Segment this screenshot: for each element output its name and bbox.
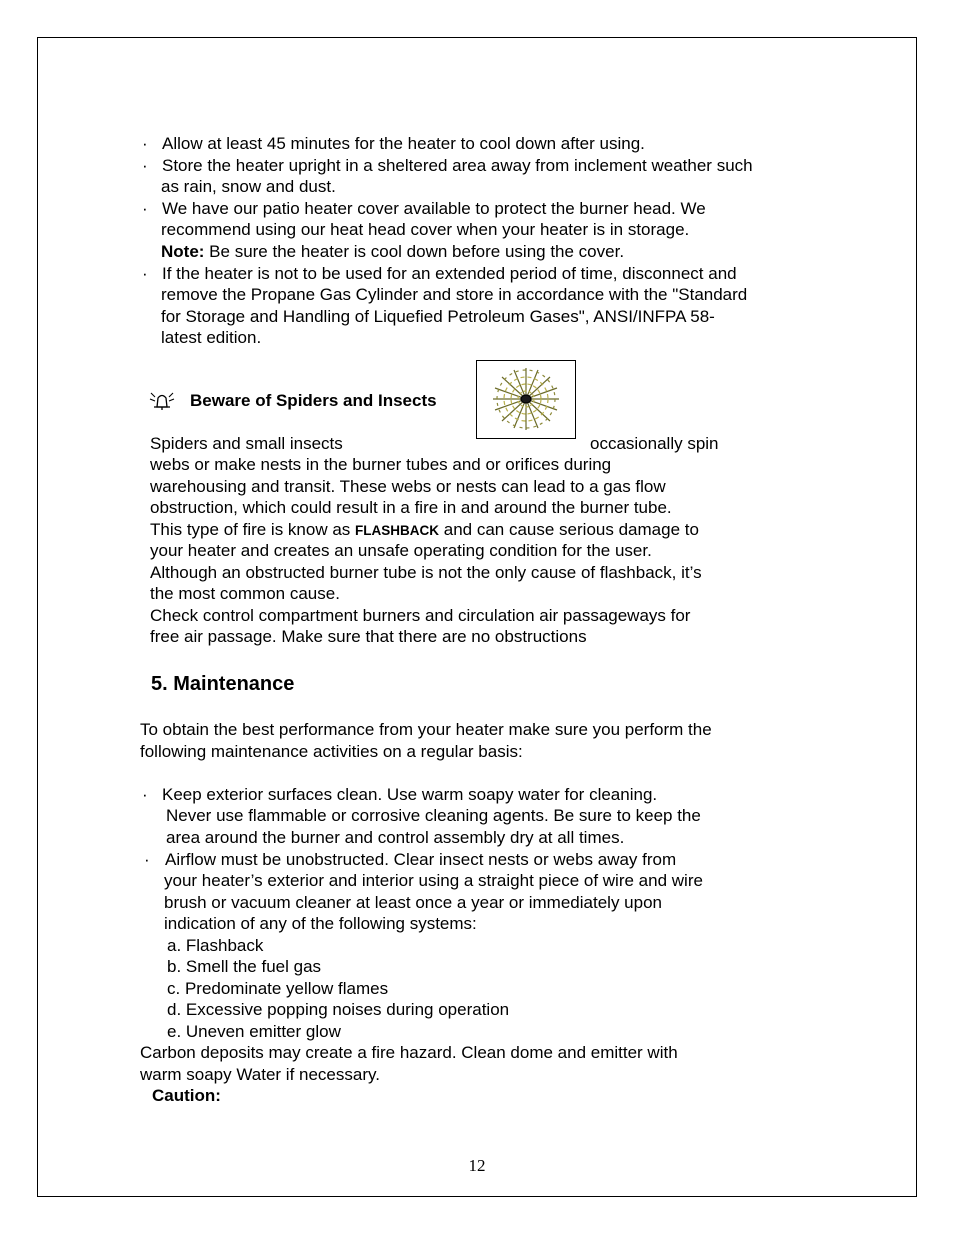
list-item: b. Smell the fuel gas (167, 957, 322, 976)
note-label: Note: (161, 242, 205, 261)
carbon-line-1: Carbon deposits may create a fire hazard. Clean dome and emitter with (140, 1043, 678, 1062)
spider-web-icon (477, 361, 575, 438)
spiders-line-5a: This type of fire is know as (150, 520, 356, 539)
bullet: · (142, 264, 148, 283)
storage-bullet-4-line-4: latest edition. (161, 328, 262, 347)
maintenance-bullet-1-line-1: Keep exterior surfaces clean. Use warm soapy water for cleaning. (162, 785, 658, 804)
spiders-line-7: Although an obstructed burner tube is not the only cause of flashback, it’s (150, 563, 702, 582)
spiders-line-8: the most common cause. (150, 584, 340, 603)
bullet: · (142, 199, 148, 218)
caution-label: Caution: (152, 1086, 221, 1105)
page-number: 12 (468, 1156, 486, 1175)
spiders-line-5 (150, 519, 699, 542)
flashback-term: FLASHBACK (355, 523, 440, 538)
storage-bullet-3-line-1: We have our patio heater cover available to protect the burner head. We (162, 199, 706, 218)
storage-bullet-2-line-2: as rain, snow and dust. (161, 177, 336, 196)
spiders-line-6: your heater and creates an unsafe operating condition for the user. (150, 541, 652, 560)
storage-note (161, 241, 624, 263)
maintenance-heading: 5. Maintenance (151, 673, 295, 695)
list-item: a. Flashback (167, 936, 264, 955)
spiders-line-9: Check control compartment burners and circulation air passageways for (150, 606, 691, 625)
list-item: e. Uneven emitter glow (167, 1022, 341, 1041)
bullet: · (142, 134, 148, 153)
carbon-line-2: warm soapy Water if necessary. (140, 1065, 380, 1084)
spiders-line-3: warehousing and transit. These webs or nests can lead to a gas flow (150, 477, 666, 496)
storage-bullet-1: Allow at least 45 minutes for the heater to cool down after using. (162, 134, 645, 153)
spiders-line-1b: occasionally spin (590, 434, 719, 453)
spider-web-image (476, 360, 576, 439)
list-item: d. Excessive popping noises during operation (167, 1000, 510, 1019)
maintenance-intro-line-2: following maintenance activities on a regular basis: (140, 742, 523, 761)
maintenance-bullet-2-line-1: Airflow must be unobstructed. Clear insect nests or webs away from (165, 850, 677, 869)
storage-bullet-4-line-2: remove the Propane Gas Cylinder and store in accordance with the "Standard (161, 285, 748, 304)
spiders-line-5c: and can cause serious damage to (439, 520, 699, 539)
storage-bullet-3-line-2: recommend using our heat head cover when your heater is in storage. (161, 220, 690, 239)
bullet: · (142, 156, 148, 175)
bullet: · (142, 785, 148, 804)
maintenance-bullet-2-line-3: brush or vacuum cleaner at least once a year or immediately upon (164, 893, 662, 912)
spiders-line-10: free air passage. Make sure that there are no obstructions (150, 627, 587, 646)
storage-bullet-4-line-1: If the heater is not to be used for an extended period of time, disconnect and (162, 264, 737, 283)
spiders-line-2: webs or make nests in the burner tubes and or orifices during (150, 455, 612, 474)
list-item: c. Predominate yellow flames (167, 979, 389, 998)
maintenance-bullet-2-line-4: indication of any of the following systems: (164, 914, 477, 933)
storage-bullet-2-line-1: Store the heater upright in a sheltered area away from inclement weather such (162, 156, 753, 175)
bullet: · (144, 850, 150, 869)
maintenance-bullet-1-line-3: area around the burner and control assembly dry at all times. (166, 828, 625, 847)
note-text: Be sure the heater is cool down before using the cover. (204, 242, 625, 261)
maintenance-bullet-2-line-2: your heater’s exterior and interior using a straight piece of wire and wire (164, 871, 703, 890)
maintenance-intro-line-1: To obtain the best performance from your heater make sure you perform the (140, 720, 712, 739)
spiders-line-1a: Spiders and small insects (150, 434, 343, 453)
maintenance-bullet-1-line-2: Never use flammable or corrosive cleaning agents. Be sure to keep the (166, 806, 701, 825)
spiders-line-4: obstruction, which could result in a fire in and around the burner tube. (150, 498, 672, 517)
bell-icon (148, 389, 176, 413)
storage-bullet-4-line-3: for Storage and Handling of Liquefied Petroleum Gases", ANSI/INFPA 58- (161, 307, 715, 326)
spiders-heading: Beware of Spiders and Insects (190, 391, 437, 410)
